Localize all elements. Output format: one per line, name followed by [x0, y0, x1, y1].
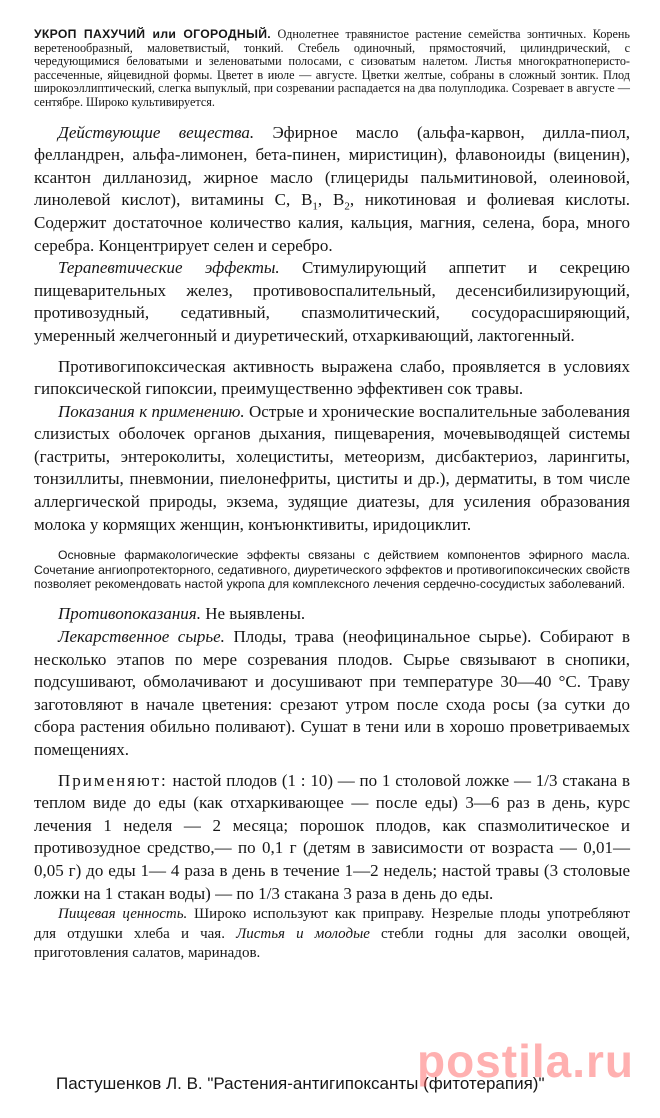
- section-food-value: [34, 905, 630, 964]
- antihypoxic-text: Противогипоксическая активность выражена слабо, проявляется в условиях гипоксической гипоксии, преимущественно эффективен сок травы.: [34, 356, 630, 399]
- note-text: Основные фармакологические эффекты связаны с действием компонентов эфирного масла. Сочетание ангиопротекторного, седативного, диуретического эффектов и противогипоксических свойств позволяет рекомендовать настой укропа для комплексного лечения сердечно-сосудистых заболеваний.: [34, 548, 630, 592]
- substances-label: Действующие вещества.: [58, 122, 255, 142]
- section-antihypoxic: [34, 356, 630, 401]
- plant-description-text: Однолетнее травянистое растение семейства зонтичных. Корень веретенообразный, маловетвистый, тонкий. Стебель одиночный, прямостоячий, цилиндрический, с чередующимися беловатыми и зеленоватыми полосами, с сизоватым налетом. Листья многократноперисто-рассеченные, яйцевидной формы. Цветет в июле — августе. Цветки желтые, собраны в сложный зонтик. Плод широкоэллиптический, слегка выпуклый, при созревании распадается на два полуплодика. Созревает в августе — сентябре. Широко культивируется.: [34, 27, 630, 109]
- usage-text: настой плодов (1 : 10) — по 1 столовой ложке — 1/3 стакана в теплом виде до еды (как отхаркивающее — после еды) 3—6 раз в день, курс лечения 1 неделя — 2 месяца; порошок плодов, как спазмолитическое и противозудное средство,— по 0,1 г (детям в зависимости от возраста — 0,01—0,05 г) до еды 1— 4 раза в день в течение 1—2 недель; настой травы (3 столовые ложки на 1 стакан воды) — по 1/3 стакана 3 раза в день до еды.: [34, 770, 631, 903]
- section-substances: [34, 122, 630, 258]
- source-signature: Пастушенков Л. В. "Растения-антигипоксанты (фитотерапия)": [56, 1074, 545, 1093]
- substances-sub-1: 1: [312, 200, 318, 213]
- section-indications: [34, 401, 630, 537]
- substances-sub-2: 2: [344, 200, 350, 213]
- plant-title: УКРОП ПАХУЧИЙ или ОГОРОДНЫЙ.: [34, 27, 271, 41]
- raw-material-label: Лекарственное сырье.: [58, 627, 225, 647]
- section-effects: [34, 257, 630, 347]
- plant-description: [34, 28, 630, 110]
- section-usage: [34, 770, 630, 906]
- indications-text: Острые и хронические воспалительные заболевания слизистых оболочек органов дыхания, пищеварения, мочевыводящей системы (гастриты, энтероколиты, холециститы, метеоризм, дисбактериоз, ларингиты, тонзиллиты, пневмонии, пиелонефриты, циститы и др.), дерматиты, в том числе аллергической природы, экзема, зудящие диатезы, для усиления образования молока у кормящих женщин, конъюнктивиты, иридоциклит.: [34, 401, 630, 534]
- watermark: postila.ru: [416, 1035, 634, 1087]
- contraindications-label: Противопоказания.: [58, 604, 201, 624]
- food-value-text-2: стебли годны для засолки овощей, приготовления салатов, маринадов.: [34, 925, 631, 962]
- food-value-italic: Листья и молодые: [236, 925, 370, 942]
- usage-label: Применяют:: [58, 770, 168, 790]
- substances-text-1: Эфирное масло (альфа-карвон, дилла-пиол, фелландрен, альфа-лимонен, бета-пинен, миристицин), флавоноиды (вицeнин), ксантон дилланозид, жирное масло (глицериды пальмитиновой, олеиновой, линолевой кислот), витамины С, B: [34, 122, 631, 210]
- indications-label: Показания к применению.: [58, 401, 245, 421]
- section-raw-material: [34, 626, 630, 762]
- effects-text: Стимулирующий аппетит и секрецию пищеварительных желез, противовоспалительный, десенсибилизирующий, противозудный, седативный, спазмолитический, сосудорасширяющий, умеренный желчегонный и диуретический, отхаркивающий, лактогенный.: [34, 258, 631, 345]
- pharmacology-note: [34, 548, 630, 591]
- raw-material-text: Плоды, трава (неофицинальное сырье). Собирают в несколько этапов по мере созревания плодов. Сырье связывают в снопики, подсушивают, обмолачивают и досушивают при температуре 30—40 °С. Траву заготовляют в начале цветения: срезают утром после схода росы (за сутки до сбора растения обильно поливают). Сушат в тени или в хорошо проветриваемых помещениях.: [34, 627, 631, 760]
- effects-label: Терапевтические эффекты.: [58, 258, 280, 278]
- section-contraindications: [34, 603, 630, 626]
- document-page: [34, 28, 630, 964]
- food-value-label: Пищевая ценность.: [58, 906, 188, 923]
- substances-text-2: , никотиновая и фолиевая кислоты. Содержит достаточное количество калия, кальция, магния, селена, бора, много серебра. Концентрирует селен и серебро.: [34, 190, 631, 255]
- contraindications-text: Не выявлены.: [205, 604, 306, 624]
- food-value-text-1: Широко используют как приправу. Незрелые плоды употребляют для отдушки хлеба и чая.: [34, 906, 630, 942]
- substances-sep: , B: [317, 190, 345, 210]
